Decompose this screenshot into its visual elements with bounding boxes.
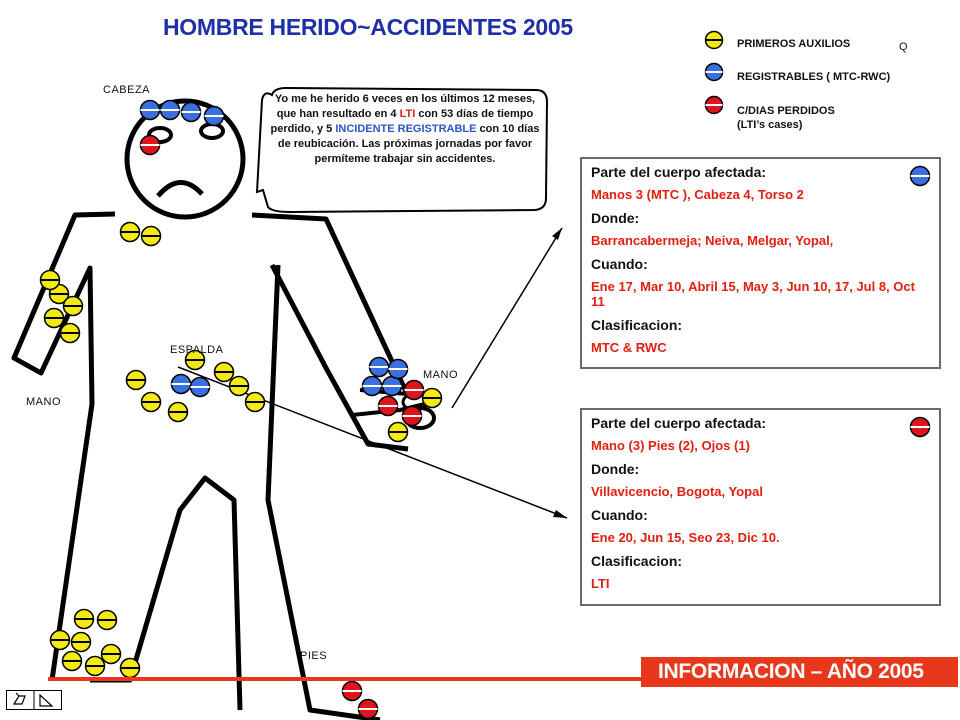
marker-recordable-torso [172, 375, 191, 394]
label-cabeza: CABEZA [103, 84, 151, 96]
bubble-lti: LTI [399, 108, 416, 120]
marker-lost-days-right-hand [403, 407, 422, 426]
rwc-clasif-label: Clasificacion: [591, 317, 683, 333]
marker-first-aid-torso [230, 377, 249, 396]
arrowhead-lti [553, 510, 567, 518]
lti-parte-label: Parte del cuerpo afectada: [591, 415, 767, 431]
marker-lost-days-right-foot [359, 700, 378, 719]
rwc-donde-value: Barrancabermeja; Neiva, Melgar, Yopal, [591, 233, 834, 248]
marker-first-aid-left-arm [41, 271, 60, 290]
marker-first-aid-neck [121, 223, 140, 242]
arrowhead-recordable [552, 228, 562, 240]
legend-first-aid: PRIMEROS AUXILIOS [737, 38, 851, 50]
marker-first-aid-left-foot [51, 631, 70, 650]
lost-days-icon [909, 416, 931, 438]
sad-mouth [158, 182, 202, 196]
marker-lost-days-right-hand [379, 397, 398, 416]
marker-first-aid-left-foot [102, 645, 121, 664]
legend-lost-days-line2: (LTI’s cases) [737, 119, 803, 131]
marker-first-aid-left-arm [45, 309, 64, 328]
marker-first-aid-right-hand [389, 423, 408, 442]
marker-first-aid-torso [169, 403, 188, 422]
marker-first-aid-left-foot [72, 633, 91, 652]
legend-recordable: REGISTRABLES ( MTC-RWC) [737, 71, 891, 83]
marker-recordable-head [182, 103, 201, 122]
bubble-incidente: INCIDENTE REGISTRABLE [335, 123, 477, 135]
recordable-icon [909, 165, 931, 187]
legend-lost-days [737, 104, 835, 132]
marker-lost-days-head [141, 136, 160, 155]
rwc-parte-label: Parte del cuerpo afectada: [591, 164, 767, 180]
marker-first-aid-right-hand [423, 389, 442, 408]
lti-info-box [580, 408, 941, 606]
marker-first-aid-left-foot [98, 611, 117, 630]
rwc-cuando-value: Ene 17, Mar 10, Abril 15, May 3, Jun 10, 17, Jul 8, Oct 11 [591, 279, 915, 309]
marker-first-aid-left-foot [75, 610, 94, 629]
lti-donde-value: Villavicencio, Bogota, Yopal [591, 484, 763, 499]
footer-banner: INFORMACION – AÑO 2005 [641, 657, 958, 687]
marker-first-aid-left-foot [86, 657, 105, 676]
label-pies: PIES [300, 650, 328, 662]
legend-lost-days-line1: C/DIAS PERDIDOS [737, 105, 835, 117]
bubble-part1: Yo me he herido 6 veces en los últimos 12 meses, que han resultado en 4 [274, 93, 536, 120]
marker-lost-days-right-foot [343, 682, 362, 701]
lti-cuando-value: Ene 20, Jun 15, Seo 23, Dic 10. [591, 530, 780, 545]
marker-first-aid-torso [246, 393, 265, 412]
marker-recordable-head [205, 107, 224, 126]
label-espalda: ESPALDA [170, 344, 224, 356]
rwc-parte-value: Manos 3 (MTC ), Cabeza 4, Torso 2 [591, 187, 804, 202]
rwc-donde-label: Donde: [591, 210, 640, 226]
marker-first-aid-torso [142, 393, 161, 412]
bubble-part2: con 53 días de tiempo perdido, y 5 [270, 108, 534, 135]
marker-first-aid-left-arm [64, 297, 83, 316]
arrow-to-recordable [452, 228, 562, 408]
lti-parte-value: Mano (3) Pies (2), Ojos (1) [591, 438, 750, 453]
marker-lost-days-right-hand [405, 381, 424, 400]
marker-recordable-right-hand [389, 360, 408, 379]
marker-first-aid-left-foot [63, 652, 82, 671]
speech-bubble-text [270, 92, 540, 167]
marker-recordable-head [141, 101, 160, 120]
legend-markers [706, 32, 723, 114]
label-mano-right: MANO [423, 369, 458, 381]
lti-clasif-label: Clasificacion: [591, 553, 683, 569]
lti-cuando-label: Cuando: [591, 507, 648, 523]
marker-recordable-right-hand [363, 377, 382, 396]
marker-first-aid-left-foot [121, 659, 140, 678]
marker-recordable-right-hand [383, 377, 402, 396]
drawing-tools-icon[interactable] [6, 690, 62, 710]
marker-first-aid-left-arm [61, 324, 80, 343]
marker-first-aid-torso [127, 371, 146, 390]
rwc-clasif-value: MTC & RWC [591, 340, 667, 355]
marker-first-aid-torso [215, 363, 234, 382]
banner-rule [48, 677, 643, 681]
bubble-part3: con 10 días de reubicación. Las próximas jornadas por favor permíteme trabajar sin accidentes. [277, 123, 540, 165]
marker-recordable-torso [191, 378, 210, 397]
recordable-info-box [580, 157, 941, 369]
marker-recordable-right-hand [370, 358, 389, 377]
lti-clasif-value: LTI [591, 576, 610, 591]
lti-donde-label: Donde: [591, 461, 640, 477]
marker-first-aid-neck [142, 227, 161, 246]
label-mano-left: MANO [26, 396, 61, 408]
q-mark: Q [899, 41, 908, 53]
rwc-cuando-label: Cuando: [591, 256, 648, 272]
marker-recordable-head [161, 101, 180, 120]
page-title: HOMBRE HERIDO~ACCIDENTES 2005 [163, 14, 573, 40]
right-eye [201, 124, 223, 138]
